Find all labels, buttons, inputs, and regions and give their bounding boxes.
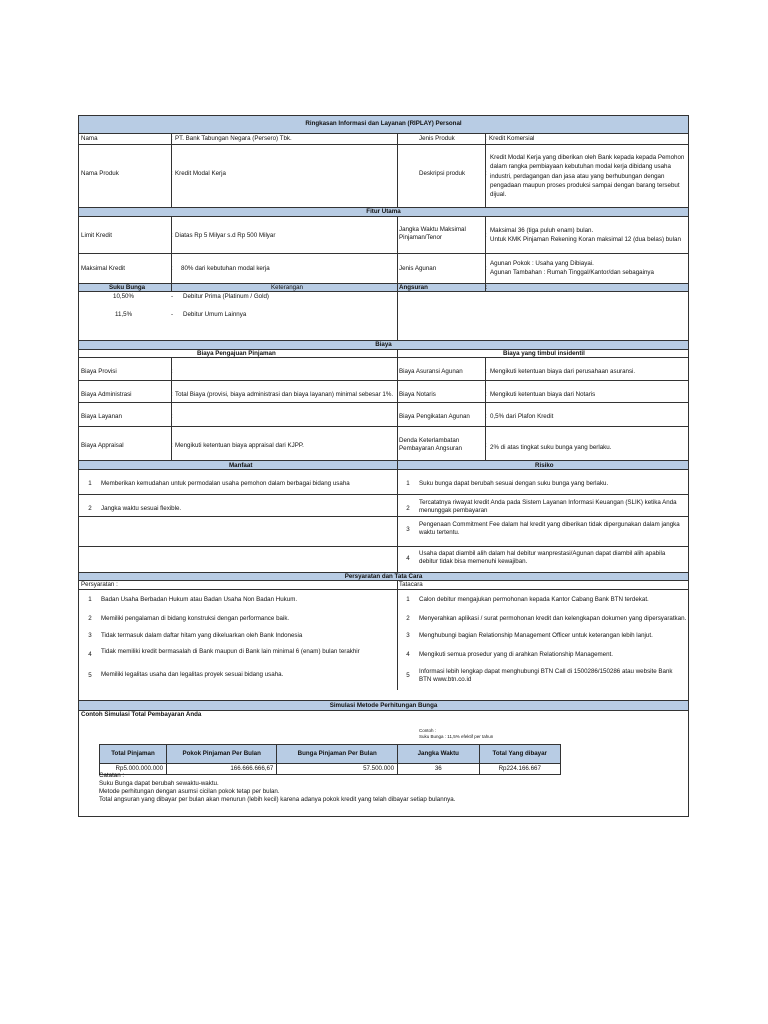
cell-pokok: 166.666.666,67 — [167, 764, 277, 775]
risiko-header: Risiko — [535, 462, 554, 469]
persyaratan-no: 4 — [88, 651, 92, 658]
rate-1: 10,50% — [113, 293, 134, 300]
tatacara-item: Mengikuti semua prosedur yang di arahkan Relationship Management. — [419, 651, 613, 658]
catatan-line: Metode perhitungan dengan asumsi cicilan pokok tetap per bulan. — [99, 788, 280, 796]
denda-value: 2% di atas tingkat suku bunga yang berlaku. — [490, 444, 612, 451]
persyaratan-item: Memiliki pengalaman di bidang konstruksi dengan performance baik. — [101, 615, 290, 622]
simulasi-header-row — [100, 745, 561, 764]
simulasi-band — [79, 700, 688, 711]
col-total-dibayar: Total Yang dibayar — [479, 745, 561, 764]
suku-bunga-band: Suku Bunga Keterangan Angsuran : — [79, 283, 688, 292]
asuransi-label: Biaya Asuransi Agunan — [399, 368, 463, 375]
row-suku-bunga: 10,50% - Debitur Prima (Platinum / Gold) 11,5% - Debitur Umum Lainnya — [79, 292, 688, 340]
cell-total-pinjaman: Rp5.000.000.000 — [100, 764, 167, 775]
manfaat-no: 1 — [88, 480, 92, 487]
persyaratan-item: Tidak termasuk dalam daftar hitam yang dikeluarkan oleh Bank Indonesia — [101, 632, 303, 639]
nama-value: PT. Bank Tabungan Negara (Persero) Tbk. — [175, 135, 292, 142]
row-maksimal: Maksimal Kredit : 80% dari kebutuhan modal kerja Jenis Agunan : Agunan Pokok : Usaha yang Dibiayai. Agunan Tambahan : Rumah Tinggal/Kantor/dan sebagainya — [79, 253, 688, 283]
total-biaya-text: Total Biaya (provisi, biaya administrasi dan biaya layanan) minimal sebesar 1%. — [175, 391, 394, 398]
manfaat-item: Jangka waktu sesuai flexible. — [101, 505, 182, 512]
maksimal-value: 80% dari kebutuhan modal kerja — [181, 265, 270, 272]
notaris-label: Biaya Notaris — [399, 391, 436, 398]
jenis-produk-value: Kredit Komersial — [489, 135, 535, 142]
biaya-left-header: Biaya Pengajuan Pinjaman — [197, 350, 276, 357]
riplay-sheet — [78, 115, 689, 817]
persyaratan-item: Tidak memiliki kredit bermasalah di Bank maupun di Bank lain minimal 6 (enam) bulan terakhir — [101, 648, 360, 655]
col-jangka: Jangka Waktu — [398, 745, 479, 764]
page-title: Ringkasan Informasi dan Layanan (RIPLAY) Personal — [305, 120, 462, 127]
layanan-label: Biaya Layanan — [81, 413, 122, 420]
nama-produk-value: Kredit Modal Kerja — [175, 170, 226, 177]
tatacara-sub: Tatacara — [399, 581, 423, 588]
tatacara-no: 4 — [406, 651, 410, 658]
deskripsi-value: Kredit Modal Kerja yang diberikan oleh Bank kepada kepada Pemohon dalam rangka pembiayaan kebutuhan modal kerja dibidang usaha industri, perdagangan dan jasa atau yang berhubungan dengan pengadaan maupun proses produksi sampai dengan barang tersebut dijual. — [490, 154, 685, 199]
biaya-subheader — [79, 350, 688, 358]
persyaratan-no: 3 — [88, 632, 92, 639]
pengikatan-label: Biaya Pengikatan Agunan — [399, 413, 470, 420]
tatacara-no: 1 — [406, 596, 410, 603]
catatan-line: Suku Bunga dapat berubah sewaktu-waktu. — [99, 780, 219, 788]
col-total-pinjaman: Total Pinjaman — [100, 745, 167, 764]
risiko-item: Tercatatnya riwayat kredit Anda pada Sistem Layanan Informasi Keuangan (SLIK) ketika Anda menunggak pembayaran — [419, 499, 677, 514]
contoh-label: Contoh : — [419, 728, 437, 733]
jenis-produk-label: Jenis Produk — [419, 135, 455, 142]
simulasi-header: Simulasi Metode Perhitungan Bunga — [329, 702, 438, 709]
catatan-title: Catatan : — [99, 772, 125, 779]
persyaratan-subheader — [79, 581, 688, 590]
title-band — [79, 116, 688, 134]
appraisal-label: Biaya Appraisal — [81, 442, 124, 449]
agunan-value-2: Agunan Tambahan : Rumah Tinggal/Kantor/dan sebagainya — [490, 269, 654, 276]
biaya-right-header: Biaya yang timbul insidentil — [503, 350, 585, 357]
risiko-no: 4 — [406, 555, 410, 562]
persyaratan-header: Persyaratan dan Tata Cara — [344, 573, 423, 580]
rate-2-desc: Debitur Umum Lainnya — [183, 311, 247, 318]
cell-jangka: 36 — [398, 764, 479, 775]
keterangan-header: Keterangan — [271, 284, 303, 291]
cell-total-dibayar: Rp224.166.667 — [479, 764, 561, 775]
tatacara-item: Calon debitur mengajukan permohonan kepada Kantor Cabang Bank BTN terdekat. — [419, 596, 649, 603]
fitur-utama-header: Fitur Utama — [366, 208, 401, 215]
limit-value: Diatas Rp 5 Milyar s.d Rp 500 Milyar — [175, 232, 276, 239]
row-nama-produk: Nama Produk : Kredit Modal Kerja Deskripsi produk : Kredit Modal Kerja yang diberikan oleh Bank kepada kepada Pemohon dalam rangka pembiayaan kebutuhan modal kerja dibidang usaha industri, perdagangan dan jasa atau yang berhubungan dengan pengadaan maupun proses produksi sampai dengan barang tersebut dijual. — [79, 144, 688, 207]
fitur-utama-band — [79, 207, 688, 217]
persyaratan-band — [79, 572, 688, 581]
row-limit: Limit Kredit : Diatas Rp 5 Milyar s.d Rp 500 Milyar Jangka Waktu Maksimal Pinjaman/Tenor : Maksimal 36 (tiga puluh enam) bulan. Untuk KMK Pinjaman Rekening Koran maksimal 12 (dua belas) bulan — [79, 217, 688, 253]
tatacara-item: Menghubungi bagian Relationship Management Officer untuk keterangan lebih lanjut. — [419, 632, 653, 639]
agunan-label: Jenis Agunan — [399, 265, 437, 272]
tatacara-no: 3 — [406, 632, 410, 639]
catatan-block — [99, 772, 455, 804]
risiko-item: Suku bunga dapat berubah sesuai dengan suku bunga yang berlaku. — [419, 480, 609, 487]
persyaratan-item: Badan Usaha Berbadan Hukum atau Badan Usaha Non Badan Hukum. — [101, 596, 298, 603]
administrasi-label: Biaya Administrasi — [81, 391, 132, 398]
pengikatan-value: 0,5% dari Plafon Kredit — [490, 413, 554, 420]
jangka-value-2: Untuk KMK Pinjaman Rekening Koran maksimal 12 (dua belas) bulan — [490, 236, 681, 243]
risiko-no: 3 — [406, 526, 410, 533]
limit-label: Limit Kredit — [81, 232, 112, 239]
biaya-header: Biaya — [375, 341, 392, 348]
jangka-label: Jangka Waktu Maksimal Pinjaman/Tenor — [399, 226, 466, 241]
agunan-value-1: Agunan Pokok : Usaha yang Dibiayai. — [490, 260, 594, 267]
rate-2: 11,5% — [115, 311, 133, 318]
tatacara-no: 5 — [406, 672, 410, 679]
provisi-label: Biaya Provisi — [81, 368, 117, 375]
persyaratan-no: 2 — [88, 615, 92, 622]
risiko-item: Usaha dapat diambil alih dalam hal debitur wanprestasi/Agunan dapat diambil alih apabila debitur tidak bisa memenuhi kewajiban. — [419, 550, 666, 565]
risiko-no: 1 — [406, 480, 410, 487]
simulasi-subtitle: Contoh Simulasi Total Pembayaran Anda — [81, 711, 202, 718]
catatan-line: Total angsuran yang dibayar per bulan akan menurun (lebih kecil) karena adanya pokok kredit yang telah dibayar setiap bulannya. — [99, 796, 456, 804]
risiko-item: Pengenaan Commitment Fee dalam hal kredit yang diberikan tidak dipergunakan dalam jangka waktu tertentu. — [419, 521, 680, 536]
persyaratan-sub: Persyaratan : — [81, 581, 118, 588]
col-bunga: Bunga Pinjaman Per Bulan — [277, 745, 398, 764]
simulasi-table — [99, 744, 561, 775]
asuransi-value: Mengikuti ketentuan biaya dari perusahaan asuransi. — [490, 368, 636, 375]
tatacara-item: Informasi lebih lengkap dapat menghubungi BTN Call di 1500286/150286 atau website Bank BTN www.btn.co.id — [419, 668, 673, 683]
biaya-body: Biaya Provisi Biaya Administrasi Biaya Layanan Biaya Appraisal : : : : Total Biaya (provisi, biaya administrasi dan biaya layanan) minimal sebesar 1%. Mengikuti ketentuan biaya appraisal dari KJPP. Biaya Asuransi Agunan Biaya Notaris Biaya Pengikatan Agunan Denda Keterlambatan Pembayaran Angsuran : : : : Mengikuti ketentuan biaya dari perusahaan asuransi. Mengikuti ketentuan biaya dari Notaris 0,5% dari Plafon Kredit 2% di atas tingkat suku bunga yang berlaku. — [79, 358, 688, 460]
maksimal-label: Maksimal Kredit — [81, 265, 126, 272]
persyaratan-no: 5 — [88, 672, 92, 679]
notaris-value: Mengikuti ketentuan biaya dari Notaris — [490, 391, 596, 398]
manfaat-header: Manfaat — [229, 462, 253, 469]
jangka-value-1: Maksimal 36 (tiga puluh enam) bulan. — [490, 227, 594, 234]
tatacara-no: 2 — [406, 615, 410, 622]
manfaat-item: Memberikan kemudahan untuk permodalan usaha pemohon dalam berbagai bidang usaha — [101, 480, 350, 487]
nama-produk-label: Nama Produk — [81, 170, 119, 177]
manfaat-no: 2 — [88, 505, 92, 512]
biaya-band — [79, 340, 688, 350]
appraisal-value: Mengikuti ketentuan biaya appraisal dari KJPP. — [175, 442, 304, 449]
persyaratan-item: Memiliki legalitas usaha dan legalitas proyek sesuai bidang usaha. — [101, 671, 284, 678]
col-pokok: Pokok Pinjaman Per Bulan — [167, 745, 277, 764]
manfaat-risiko-band — [79, 460, 688, 470]
risiko-no: 2 — [406, 505, 410, 512]
tatacara-item: Menyerahkan aplikasi / surat permohonan kredit dan kelengkapan dokumen yang dipersyaratkan. — [419, 615, 687, 622]
nama-label: Nama — [81, 135, 98, 142]
persyaratan-body — [79, 590, 688, 690]
cell-bunga: 57.500.000 — [277, 764, 398, 775]
contoh-rate: Suku Bunga : 11,5% efektif per tahun — [419, 734, 494, 739]
angsuran-header: Angsuran — [399, 284, 428, 291]
deskripsi-label: Deskripsi produk — [419, 170, 466, 177]
row-nama: Nama : PT. Bank Tabungan Negara (Persero) Tbk. Jenis Produk : Kredit Komersial — [81, 135, 535, 142]
persyaratan-no: 1 — [88, 596, 92, 603]
suku-bunga-header: Suku Bunga — [109, 284, 146, 291]
denda-label: Denda Keterlambatan Pembayaran Angsuran — [399, 437, 462, 452]
rate-1-desc: Debitur Prima (Platinum / Gold) — [183, 293, 269, 300]
manfaat-risiko-body — [79, 470, 688, 572]
